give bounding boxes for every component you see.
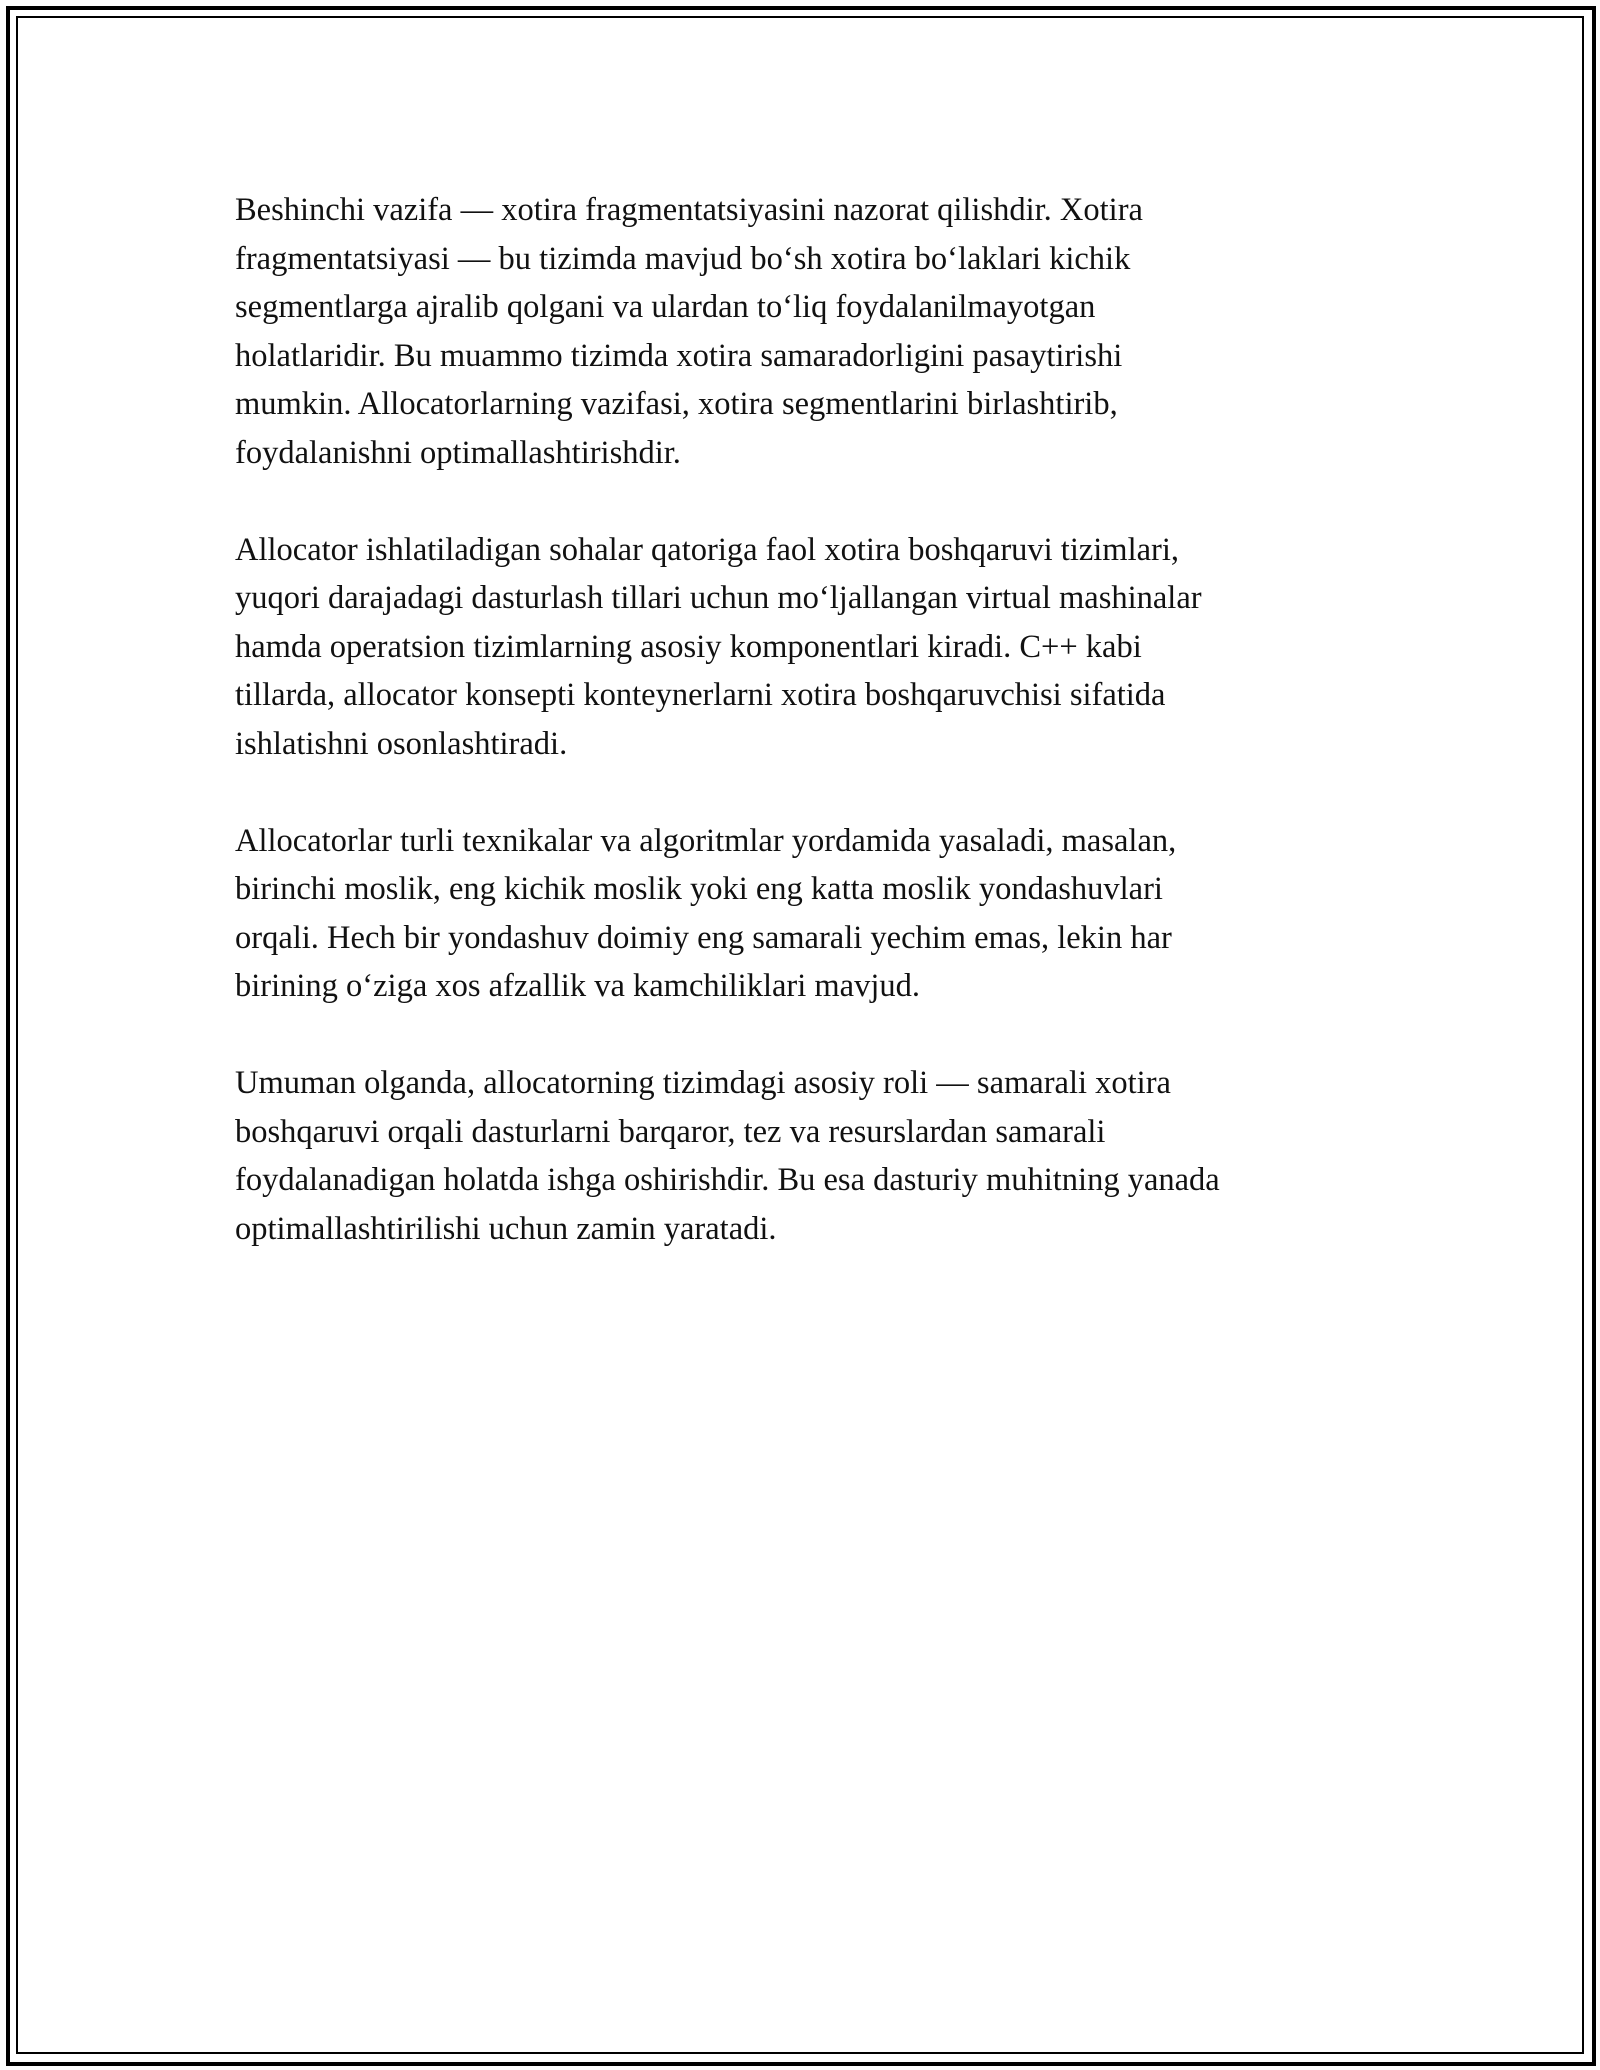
line: segmentlarga ajralib qolgani va ulardan to‘liq foydalanilmayotgan [235,289,1096,325]
document-body [235,186,1375,1302]
line: foydalanadigan holatda ishga oshirishdir. Bu esa dasturiy muhitning yanada [235,1162,1220,1198]
line: hamda operatsion tizimlarning asosiy komponentlari kiradi. C++ kabi [235,628,1142,665]
line: ishlatishni osonlashtiradi. [235,725,568,762]
line: Allocator ishlatiladigan sohalar qatoriga faol xotira boshqaruvi tizimlari, [235,531,1180,568]
line: yuqori darajadagi dasturlash tillari uchun mo‘ljallangan virtual mashinalar [235,580,1202,616]
line: birining o‘ziga xos afzallik va kamchiliklari mavjud. [235,968,921,1004]
line: birinchi moslik, eng kichik moslik yoki eng katta moslik yondashuvlari [235,871,1163,907]
line: holatlaridir. Bu muammo tizimda xotira samaradorligini pasaytirishi [235,337,1123,374]
line: foydalanishni optimallashtirishdir. [235,434,681,471]
line: boshqaruvi orqali dasturlarni barqaror, tez va resurslardan samarali [235,1113,1106,1150]
paragraph-1 [235,186,1375,477]
line: tillarda, allocator konsepti konteynerlarni xotira boshqaruvchisi sifatida [235,677,1166,713]
paragraph-2 [235,526,1375,769]
line: optimallashtirilishi uchun zamin yaratadi. [235,1210,777,1247]
line: orqali. Hech bir yondashuv doimiy eng samarali yechim emas, lekin har [235,919,1172,956]
line: Allocatorlar turli texnikalar va algoritmlar yordamida yasaladi, masalan, [235,822,1177,859]
line: fragmentatsiyasi — bu tizimda mavjud bo‘sh xotira bo‘laklari kichik [235,240,1131,277]
line: Umuman olganda, allocatorning tizimdagi asosiy roli — samarali xotira [235,1065,1171,1101]
paragraph-4 [235,1059,1375,1253]
line: Beshinchi vazifa — xotira fragmentatsiyasini nazorat qilishdir. Xotira [235,192,1143,228]
line: mumkin. Allocatorlarning vazifasi, xotira segmentlarini birlashtirib, [235,386,1118,422]
paragraph-3 [235,817,1375,1011]
